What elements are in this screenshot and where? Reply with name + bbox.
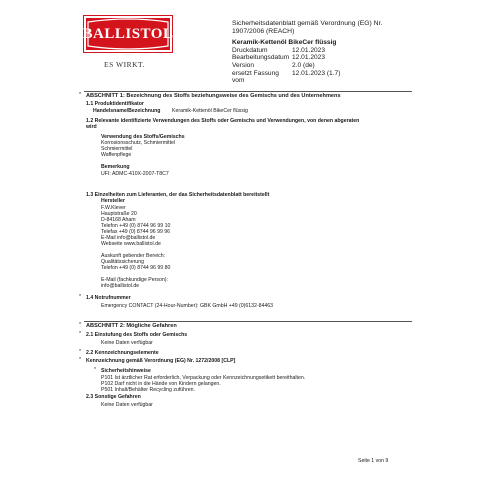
section-divider [84, 91, 412, 92]
trade-name-value: Keramik-Kettenöl BikeCer flüssig [172, 108, 248, 114]
header-meta [232, 47, 452, 85]
change-marker: * [79, 331, 82, 337]
safety-line: P501 Inhalt/Behälter Recycling zuführen. [101, 387, 196, 393]
logo-tagline: ES WIRKT. [104, 60, 145, 69]
heading-2-2: 2.2 Kennzeichnungselemente [86, 350, 159, 356]
use-line: Korrosionsschutz, Schmiermittel [101, 140, 176, 146]
meta-label: ersetzt Fassung vom [232, 69, 279, 85]
maker-line: D-84168 Aham [101, 217, 136, 223]
meta-label: Bearbeitungsdatum [232, 54, 290, 62]
meta-label: Druckdatum [232, 46, 268, 54]
meta-value: 2.0 (de) [292, 61, 315, 69]
meta-value: 12.01.2023 (1.7) [292, 69, 341, 77]
meta-label: Version [232, 61, 254, 69]
heading-1-1: 1.1 Produktidentifikator [86, 101, 144, 107]
change-marker: * [79, 322, 82, 328]
remark-value: UFI: ADMC-410X-2007-T8C7 [101, 171, 169, 177]
section-1-title: ABSCHNITT 1: Bezeichnung des Stoffs beziehungsweise des Gemischs und des Unternehmens [86, 93, 341, 99]
trade-name-label: Handelsname/Bezeichnung [93, 108, 161, 114]
heading-1-4: 1.4 Notrufnummer [86, 295, 131, 301]
page-number: Seite 1 von 9 [358, 458, 389, 464]
heading-2-3: 2.3 Sonstige Gefahren [86, 394, 141, 400]
change-marker: * [79, 349, 82, 355]
change-marker: * [79, 92, 82, 98]
ballistol-logo [84, 14, 172, 76]
header-product: Keramik-Kettenöl BikeCer flüssig [232, 39, 337, 47]
safety-line: P101 Ist ärztlicher Rat erforderlich, Verpackung oder Kennzeichnungsetikett bereithalten. [101, 375, 306, 381]
info-line: Qualitätssicherung [101, 259, 144, 265]
safety-line: P102 Darf nicht in die Hände von Kindern gelangen. [101, 381, 221, 387]
change-marker: * [79, 357, 82, 363]
maker-line: Telefax +49 (0) 8744 96 99 96 [101, 229, 171, 235]
logo-banner [84, 16, 172, 52]
use-line: Waffenpflege [101, 152, 132, 158]
document-header [232, 20, 452, 85]
heading-1-2-line2: wird [86, 124, 97, 130]
safety-title: Sicherheitshinweise [101, 368, 151, 374]
meta-value: 12.01.2023 [292, 46, 326, 54]
logo-brand-text: BALLISTOL [82, 25, 174, 42]
email-line: info@ballistol.de [101, 283, 140, 289]
classification-value: Keine Daten verfügbar [101, 340, 153, 346]
maker-title: Hersteller [101, 198, 125, 204]
emergency-contact: Emergency CONTACT (24-Hour-Number): GBK GmbH +49 (0)6132-84463 [101, 303, 274, 309]
section-2-title: ABSCHNITT 2: Mögliche Gefahren [86, 323, 177, 329]
change-marker: * [94, 367, 97, 373]
email-line: E-Mail (fachkundige Person): [101, 277, 168, 283]
change-marker: * [79, 294, 82, 300]
meta-value: 12.01.2023 [292, 54, 326, 62]
heading-2-2-clp: Kennzeichnung gemäß Verordnung (EG) Nr. 1272/2008 [CLP] [86, 358, 236, 364]
header-title-line2: 1907/2006 (REACH) [232, 27, 295, 35]
heading-1-3: 1.3 Einzelheiten zum Lieferanten, der das Sicherheitsdatenblatt bereitstellt [86, 192, 270, 198]
maker-line: Hauptstraße 20 [101, 211, 137, 217]
maker-line: Telefon +49 (0) 8744 96 99 10 [101, 223, 171, 229]
maker-line: E-Mail info@ballistol.de [101, 235, 156, 241]
other-hazards-value: Keine Daten verfügbar [101, 402, 153, 408]
section-divider [84, 321, 412, 322]
use-line: Schmiermittel [101, 146, 133, 152]
info-line: Telefon +49 (0) 8744 96 99 80 [101, 265, 171, 271]
heading-1-2-line1: 1.2 Relevante identifizierte Verwendungen des Stoffs oder Gemischs und Verwendungen, von denen abgeraten [86, 118, 360, 124]
header-title-line1: Sicherheitsdatenblatt gemäß Verordnung (EG) Nr. [232, 20, 383, 27]
use-title: Verwendung des Stoffs/Gemischs [101, 134, 185, 140]
info-line: Auskunft gebender Bereich: [101, 253, 166, 259]
remark-title: Bemerkung [101, 164, 130, 170]
heading-2-1: 2.1 Einstufung des Stoffs oder Gemischs [86, 332, 188, 338]
maker-line: F.W.Klever [101, 205, 126, 211]
maker-line: Webseite www.ballistol.de [101, 241, 161, 247]
